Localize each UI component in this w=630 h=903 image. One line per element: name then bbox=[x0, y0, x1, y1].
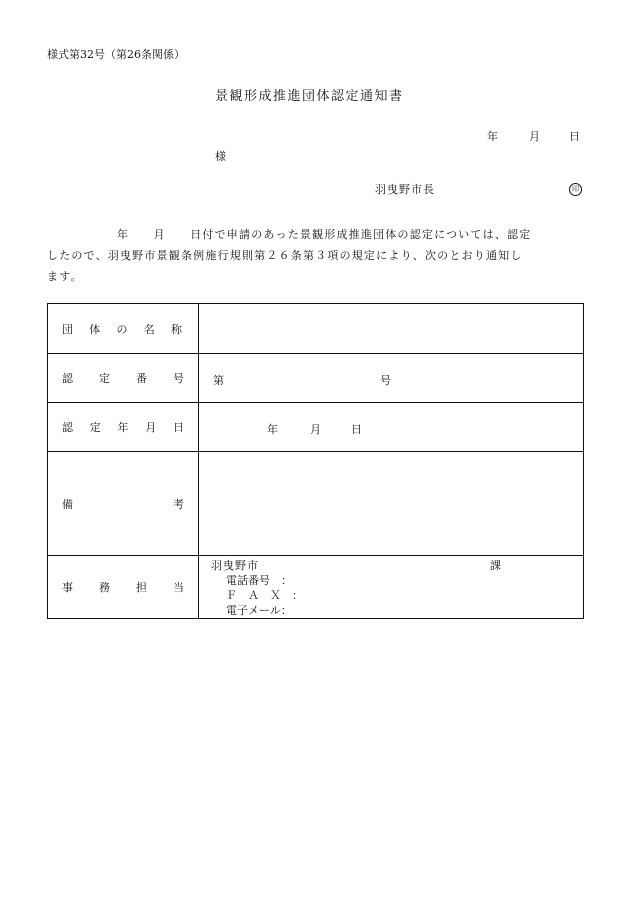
label-remarks: 備 考 bbox=[48, 452, 199, 556]
contact-email-label: 電子メール： bbox=[226, 604, 292, 617]
table-row-contact bbox=[48, 556, 584, 619]
date-day: 日 bbox=[569, 130, 580, 143]
label-certification-date: 認 定 年 月 日 bbox=[48, 403, 199, 452]
notification-table bbox=[47, 303, 584, 619]
table-row-organization-name bbox=[48, 304, 584, 354]
body-line-2: したので、羽曳野市景観条例施行規則第２６条第３項の規定により、次のとおり通知し bbox=[47, 249, 523, 262]
cert-date-month: 月 bbox=[310, 423, 321, 436]
value-organization-name[interactable] bbox=[199, 304, 584, 354]
body-line-3: ます。 bbox=[47, 270, 83, 283]
contact-section: 課 bbox=[490, 559, 501, 572]
document-title: 景観形成推進団体認定通知書 bbox=[215, 89, 404, 104]
body-paragraph bbox=[47, 224, 585, 287]
value-certification-number[interactable] bbox=[199, 354, 584, 403]
cert-number-suffix: 号 bbox=[380, 374, 391, 387]
value-certification-date[interactable] bbox=[199, 403, 584, 452]
label-contact: 事 務 担 当 bbox=[48, 556, 199, 619]
table-row-certification-number bbox=[48, 354, 584, 403]
cert-date-day: 日 bbox=[351, 423, 362, 436]
cert-number-prefix: 第 bbox=[213, 374, 224, 387]
form-number: 様式第32号（第26条関係） bbox=[47, 48, 185, 61]
label-organization-name: 団 体 の 名 称 bbox=[48, 304, 199, 354]
table-row-certification-date bbox=[48, 403, 584, 452]
date-year: 年 bbox=[487, 130, 498, 143]
value-contact bbox=[199, 556, 584, 619]
seal-mark: 印 bbox=[569, 183, 582, 196]
date-month: 月 bbox=[529, 130, 540, 143]
body-line-1: 年 月 日付で申請のあった景観形成推進団体の認定については、認定 bbox=[117, 228, 532, 241]
contact-phone-label: 電話番号 ： bbox=[226, 574, 292, 587]
value-remarks[interactable] bbox=[199, 452, 584, 556]
contact-fax-label: Ｆ Ａ Ｘ ： bbox=[226, 589, 303, 602]
table-row-remarks bbox=[48, 452, 584, 556]
addressee-suffix: 様 bbox=[215, 150, 226, 163]
cert-date-year: 年 bbox=[267, 423, 278, 436]
contact-city: 羽曳野市 bbox=[211, 559, 259, 572]
label-certification-number: 認 定 番 号 bbox=[48, 354, 199, 403]
issuer-name: 羽曳野市長 bbox=[375, 183, 435, 196]
